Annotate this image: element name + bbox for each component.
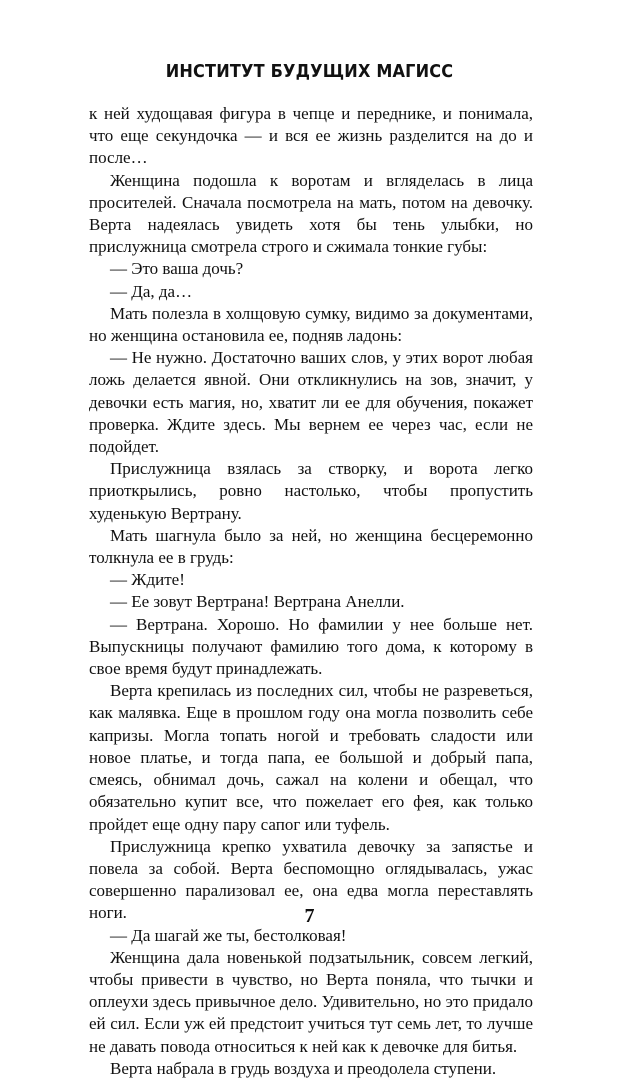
paragraph: Мать шагнула было за ней, но женщина бесцеремонно толкнула ее в грудь: xyxy=(89,525,533,568)
paragraph: Прислужница взялась за створку, и ворота легко приоткрылись, ровно настолько, чтобы пропустить худенькую Вертрану. xyxy=(89,459,533,523)
paragraph: Верта крепилась из последних сил, чтобы не разреветься, как малявка. Еще в прошлом году она могла позволить себе капризы. Могла топать ногой и требовать сладости или новое платье, и тогда папа, ее большой и добрый папа, смеясь, обнимал дочь, сажал на колени и обещал, что обязательно купит все, что пожелает его фея, как только пройдет еще одну пару сапог или туфель. xyxy=(89,681,533,834)
dialogue-line: — Это ваша дочь? xyxy=(110,259,244,279)
dialogue-line: — Да, да… xyxy=(110,281,193,301)
page-number: 7 xyxy=(304,905,315,927)
paragraph: Мать полезла в холщовую сумку, видимо за документами, но женщина остановила ее, подняв ладонь: xyxy=(89,303,533,346)
dialogue-line: — Не нужно. Достаточно ваших слов, у этих ворот любая ложь делается явной. Они откликнулись на зов, значит, у девочки есть магия, но, хватит ли ее для обучения, покажет проверка. Ждите здесь. Мы вернем ее через час, если не подойдет. xyxy=(89,348,533,457)
running-title: ИНСТИТУТ БУДУЩИХ МАГИСС xyxy=(165,62,454,82)
dialogue-line: — Вертрана. Хорошо. Но фамилии у нее больше нет. Выпускницы получают фамилию того дома, к которому в свое время будут принадлежать. xyxy=(89,614,533,679)
body-text xyxy=(89,103,533,1080)
dialogue-line: — Да шагай же ты, бестолковая! xyxy=(110,925,347,945)
paragraph: Прислужница крепко ухватила девочку за запястье и повела за собой. Верта беспомощно оглядывалась, ужас совершенно парализовал ее, она едва могла переставлять ноги. xyxy=(89,836,533,923)
paragraph: Женщина подошла к воротам и вгляделась в лица просителей. Сначала посмотрела на мать, потом на девочку. Верта надеялась увидеть хотя бы тень улыбки, но прислужница смотрела строго и сжимала тонкие губы: xyxy=(89,170,533,257)
paragraph: к ней худощавая фигура в чепце и переднике, и понимала, что еще секундочка — и вся ее жизнь разделится на до и после… xyxy=(89,104,533,168)
paragraph: Верта набрала в грудь воздуха и преодолела ступени. xyxy=(110,1058,497,1078)
dialogue-line: — Ждите! xyxy=(110,570,185,590)
paragraph: Женщина дала новенькой подзатыльник, совсем легкий, чтобы привести в чувство, но Верта поняла, что тычки и оплеухи здесь привычное дело. Удивительно, но это придало ей сил. Если уж ей предстоит учиться тут семь лет, то лучше не давать повода относиться к ней как к девочке для битья. xyxy=(89,947,533,1056)
dialogue-line: — Ее зовут Вертрана! Вертрана Анелли. xyxy=(110,592,405,612)
